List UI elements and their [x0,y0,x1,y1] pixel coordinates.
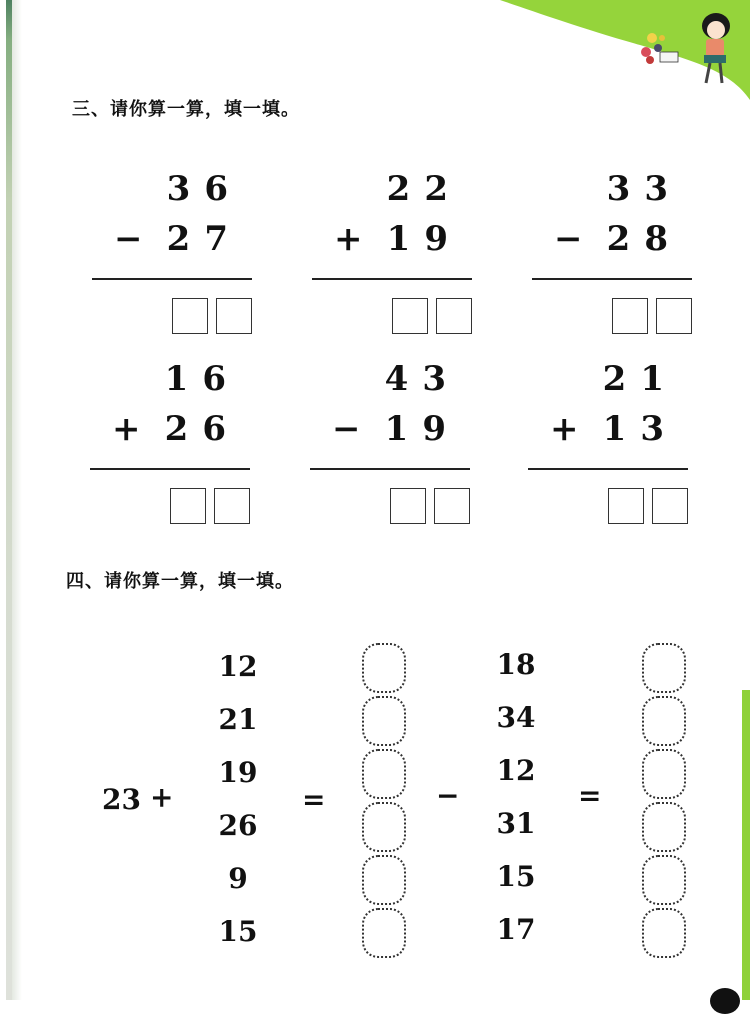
minus-sign: − [436,779,460,812]
girl-with-flowers-icon [632,8,742,88]
sum-line [92,278,252,280]
subtrahend: 17 [496,913,536,946]
section-3-title: 三、请你算一算，填一填。 [72,99,300,120]
problem-bottom-number: 27 [166,219,242,259]
problem-top-number: 43 [384,359,460,399]
answer-circle[interactable] [642,802,686,852]
equals-sign-2: = [578,779,602,812]
answer-circle[interactable] [642,643,686,693]
problem-top-number: 21 [602,359,678,399]
spine-shadow [12,0,22,1000]
plus-sign: + [150,781,174,814]
problem-bottom-number: 13 [602,409,678,449]
vertical-problem-1 [92,160,252,350]
vertical-problem-5 [310,350,470,540]
subtrahend: 12 [496,754,536,787]
subtrahend: 31 [496,807,536,840]
addend: 21 [218,703,258,736]
answer-box-tens[interactable] [172,298,208,334]
vertical-problem-3 [532,160,692,350]
sum-line [312,278,472,280]
answer-circle[interactable] [642,855,686,905]
answer-box-tens[interactable] [170,488,206,524]
operator-sign: + [334,219,363,259]
subtrahends-column [486,638,546,956]
operator-sign: − [332,409,361,449]
answer-circle[interactable] [362,749,406,799]
answer-box-tens[interactable] [608,488,644,524]
problem-top-number: 22 [386,169,462,209]
answer-box-ones[interactable] [216,298,252,334]
green-edge-strip [742,690,750,1000]
problem-top-number: 16 [164,359,240,399]
answer-box-tens[interactable] [392,298,428,334]
operator-sign: + [550,409,579,449]
answer-circle[interactable] [362,908,406,958]
sum-line [310,468,470,470]
intermediate-answer-column [362,643,406,961]
answer-box-ones[interactable] [436,298,472,334]
problem-bottom-number: 26 [164,409,240,449]
problem-bottom-number: 19 [384,409,460,449]
answer-box-ones[interactable] [652,488,688,524]
final-answer-column [642,643,686,961]
problem-top-number: 33 [606,169,682,209]
answer-box-tens[interactable] [390,488,426,524]
answer-box-tens[interactable] [612,298,648,334]
addend: 9 [228,862,248,895]
addend: 26 [218,809,258,842]
start-number: 23 [102,783,141,816]
sum-line [90,468,250,470]
answer-box-ones[interactable] [214,488,250,524]
vertical-problem-4 [90,350,250,540]
sum-line [532,278,692,280]
operator-sign: + [112,409,141,449]
subtrahend: 18 [496,648,536,681]
addend: 19 [218,756,258,789]
page-number-marker [710,988,740,1014]
answer-circle[interactable] [642,908,686,958]
problem-bottom-number: 28 [606,219,682,259]
sum-line [528,468,688,470]
answer-circle[interactable] [362,696,406,746]
answer-circle[interactable] [362,643,406,693]
vertical-problem-2 [312,160,472,350]
addend: 12 [218,650,258,683]
operator-sign: − [114,219,143,259]
answer-circle[interactable] [642,696,686,746]
subtrahend: 34 [496,701,536,734]
addend: 15 [218,915,258,948]
subtrahend: 15 [496,860,536,893]
vertical-problem-6 [528,350,688,540]
operator-sign: − [554,219,583,259]
problem-bottom-number: 19 [386,219,462,259]
answer-circle[interactable] [362,802,406,852]
answer-box-ones[interactable] [656,298,692,334]
equals-sign-1: = [302,783,326,816]
answer-circle[interactable] [642,749,686,799]
section-4-title: 四、请你算一算，填一填。 [66,571,294,592]
addends-column [208,640,268,958]
answer-box-ones[interactable] [434,488,470,524]
answer-circle[interactable] [362,855,406,905]
problem-top-number: 36 [166,169,242,209]
